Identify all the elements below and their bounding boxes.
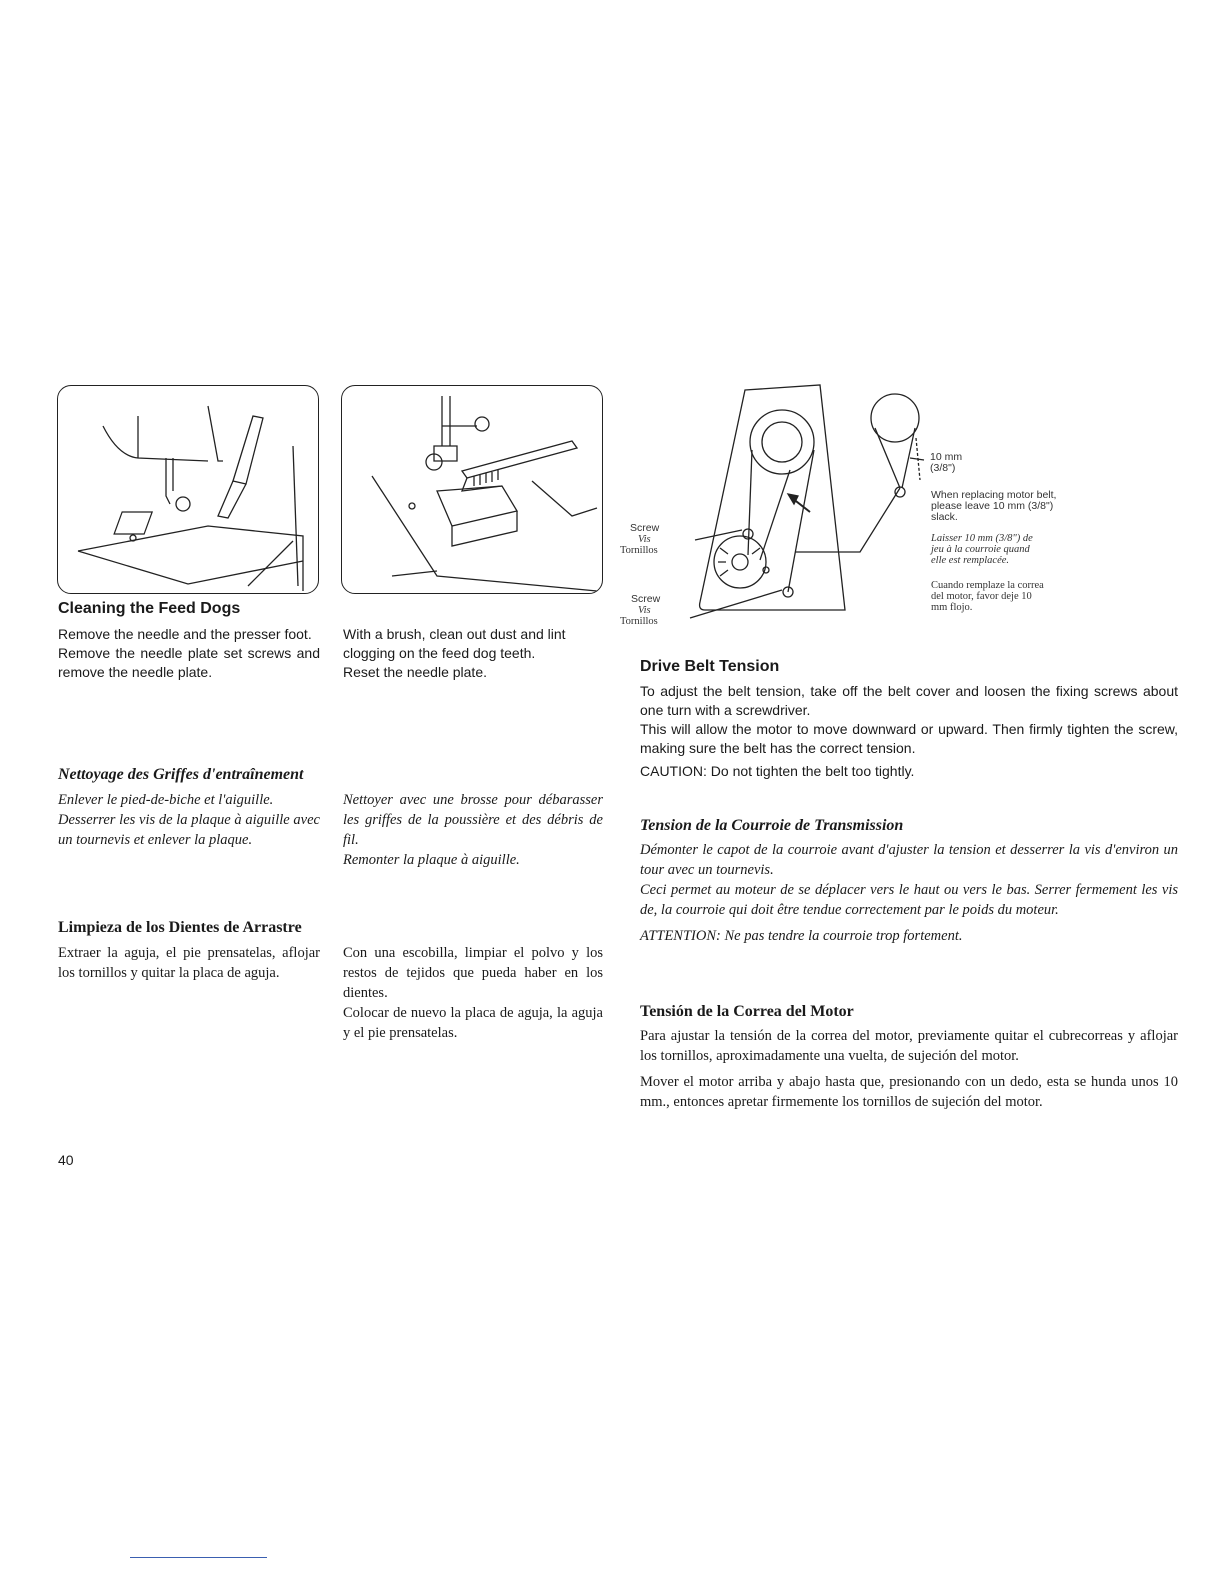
en-col1-p1: Remove the needle and the presser foot. [58,626,312,642]
fr-right-p1: Démonter le capot de la courroie avant d'ajuster la tension et desserrer la vis d'environ un tour avec un tournevis. [640,842,1178,878]
es-right-p2: Mover el motor arriba y abajo hasta que, presionando con un dedo, esta se hunda unos 10 mm., entonces apretar firmemente los tornillos de sujeción del motor. [640,1074,1178,1110]
en-right-p1: To adjust the belt tension, take off the belt cover and loosen the fixing screws about one turn with a screwdriver. [640,683,1178,718]
note-es-line3: mm flojo. [931,602,973,613]
note-fr [931,533,1091,566]
en-right-text [640,682,1178,781]
screw-label-1-en: Screw [630,522,660,534]
fr-col2-p1: Nettoyer avec une brosse pour débarasser les griffes de la poussière et des débris de fil. [343,792,603,848]
bottom-rule [130,1557,267,1558]
measure-inch: (3/8") [930,462,956,474]
en-col2-text [343,625,603,682]
fr-col1-text [58,790,320,850]
en-col2-p2: Reset the needle plate. [343,664,487,680]
note-en-line2: please leave 10 mm (3/8") [931,500,1054,512]
screw-label-2-fr: Vis [638,605,651,616]
tension-correa-title: Tensión de la Correa del Motor [640,1003,854,1020]
fr-right-p2: Ceci permet au moteur de se déplacer vers le haut ou vers le bas. Serrer fermement les vis de, la courroie qui doit être tendue correctement par le poids du moteur. [640,882,1178,918]
measure-mm: 10 mm [930,451,963,463]
cleaning-feed-dogs-title: Cleaning the Feed Dogs [58,600,241,617]
es-right-text [640,1026,1178,1112]
note-es-line2: del motor, favor deje 10 [931,591,1032,602]
fr-col2-text [343,790,603,870]
fr-col1-p2: Desserrer les vis de la plaque à aiguille avec un tournevis et enlever la plaque. [58,812,320,848]
tension-courroie-title: Tension de la Courroie de Transmission [640,817,904,834]
motor-belt-drawing [620,380,1190,640]
note-en-line3: slack. [931,511,958,523]
note-fr-line3: elle est remplacée. [931,555,1010,566]
fr-col2-p2: Remonter la plaque à aiguille. [343,852,520,868]
note-fr-line2: jeu à la courroie quand [931,544,1030,555]
es-col1-p1: Extraer la aguja, el pie prensatelas, aflojar los tornillos y quitar la placa de aguja. [58,945,320,981]
screw-label-2-es: Tornillos [620,616,658,627]
note-es [931,580,1091,613]
fr-col1-p1: Enlever le pied-de-biche et l'aiguille. [58,792,274,808]
note-en-line1: When replacing motor belt, [931,489,1057,501]
screw-label-2-en: Screw [631,593,661,605]
feed-dogs-brush-illustration [341,385,603,594]
es-col2-p1: Con una escobilla, limpiar el polvo y los restos de tejidos que pueda haber en los dientes. [343,945,603,1001]
fr-right-text [640,840,1178,946]
en-col1-text [58,625,320,682]
en-right-caution: CAUTION: Do not tighten the belt too tightly. [640,763,915,779]
es-col1-text [58,943,320,983]
note-en [931,490,1091,523]
page-number: 40 [58,1152,74,1168]
screwdriver-drawing [58,386,318,593]
fr-right-attention: ATTENTION: Ne pas tendre la courroie trop fortement. [640,928,963,944]
feed-dogs-screwdriver-illustration [57,385,319,594]
en-col1-p2: Remove the needle plate set screws and remove the needle plate. [58,645,320,680]
note-fr-line1: Laisser 10 mm (3/8") de [931,533,1033,544]
es-col2-text [343,943,603,1043]
en-col2-p1: With a brush, clean out dust and lint clogging on the feed dog teeth. [343,626,566,661]
screw-label-1-fr: Vis [638,534,651,545]
drive-belt-diagram [620,380,1190,640]
screw-label-1-es: Tornillos [620,545,658,556]
note-es-line1: Cuando remplaze la correa [931,580,1044,591]
es-right-p1: Para ajustar la tensión de la correa del motor, previamente quitar el cubrecorreas y aflojar los tornillos, aproximadamente una vuelta, de sujeción del motor. [640,1028,1178,1064]
drive-belt-tension-title: Drive Belt Tension [640,658,780,675]
limpieza-title: Limpieza de los Dientes de Arrastre [58,919,302,936]
en-right-p2: This will allow the motor to move downward or upward. Then firmly tighten the screw, making sure the belt has the correct tension. [640,721,1178,756]
es-col2-p2: Colocar de nuevo la placa de aguja, la aguja y el pie prensatelas. [343,1005,603,1041]
brush-drawing [342,386,602,593]
nettoyage-title: Nettoyage des Griffes d'entraînement [58,766,304,783]
